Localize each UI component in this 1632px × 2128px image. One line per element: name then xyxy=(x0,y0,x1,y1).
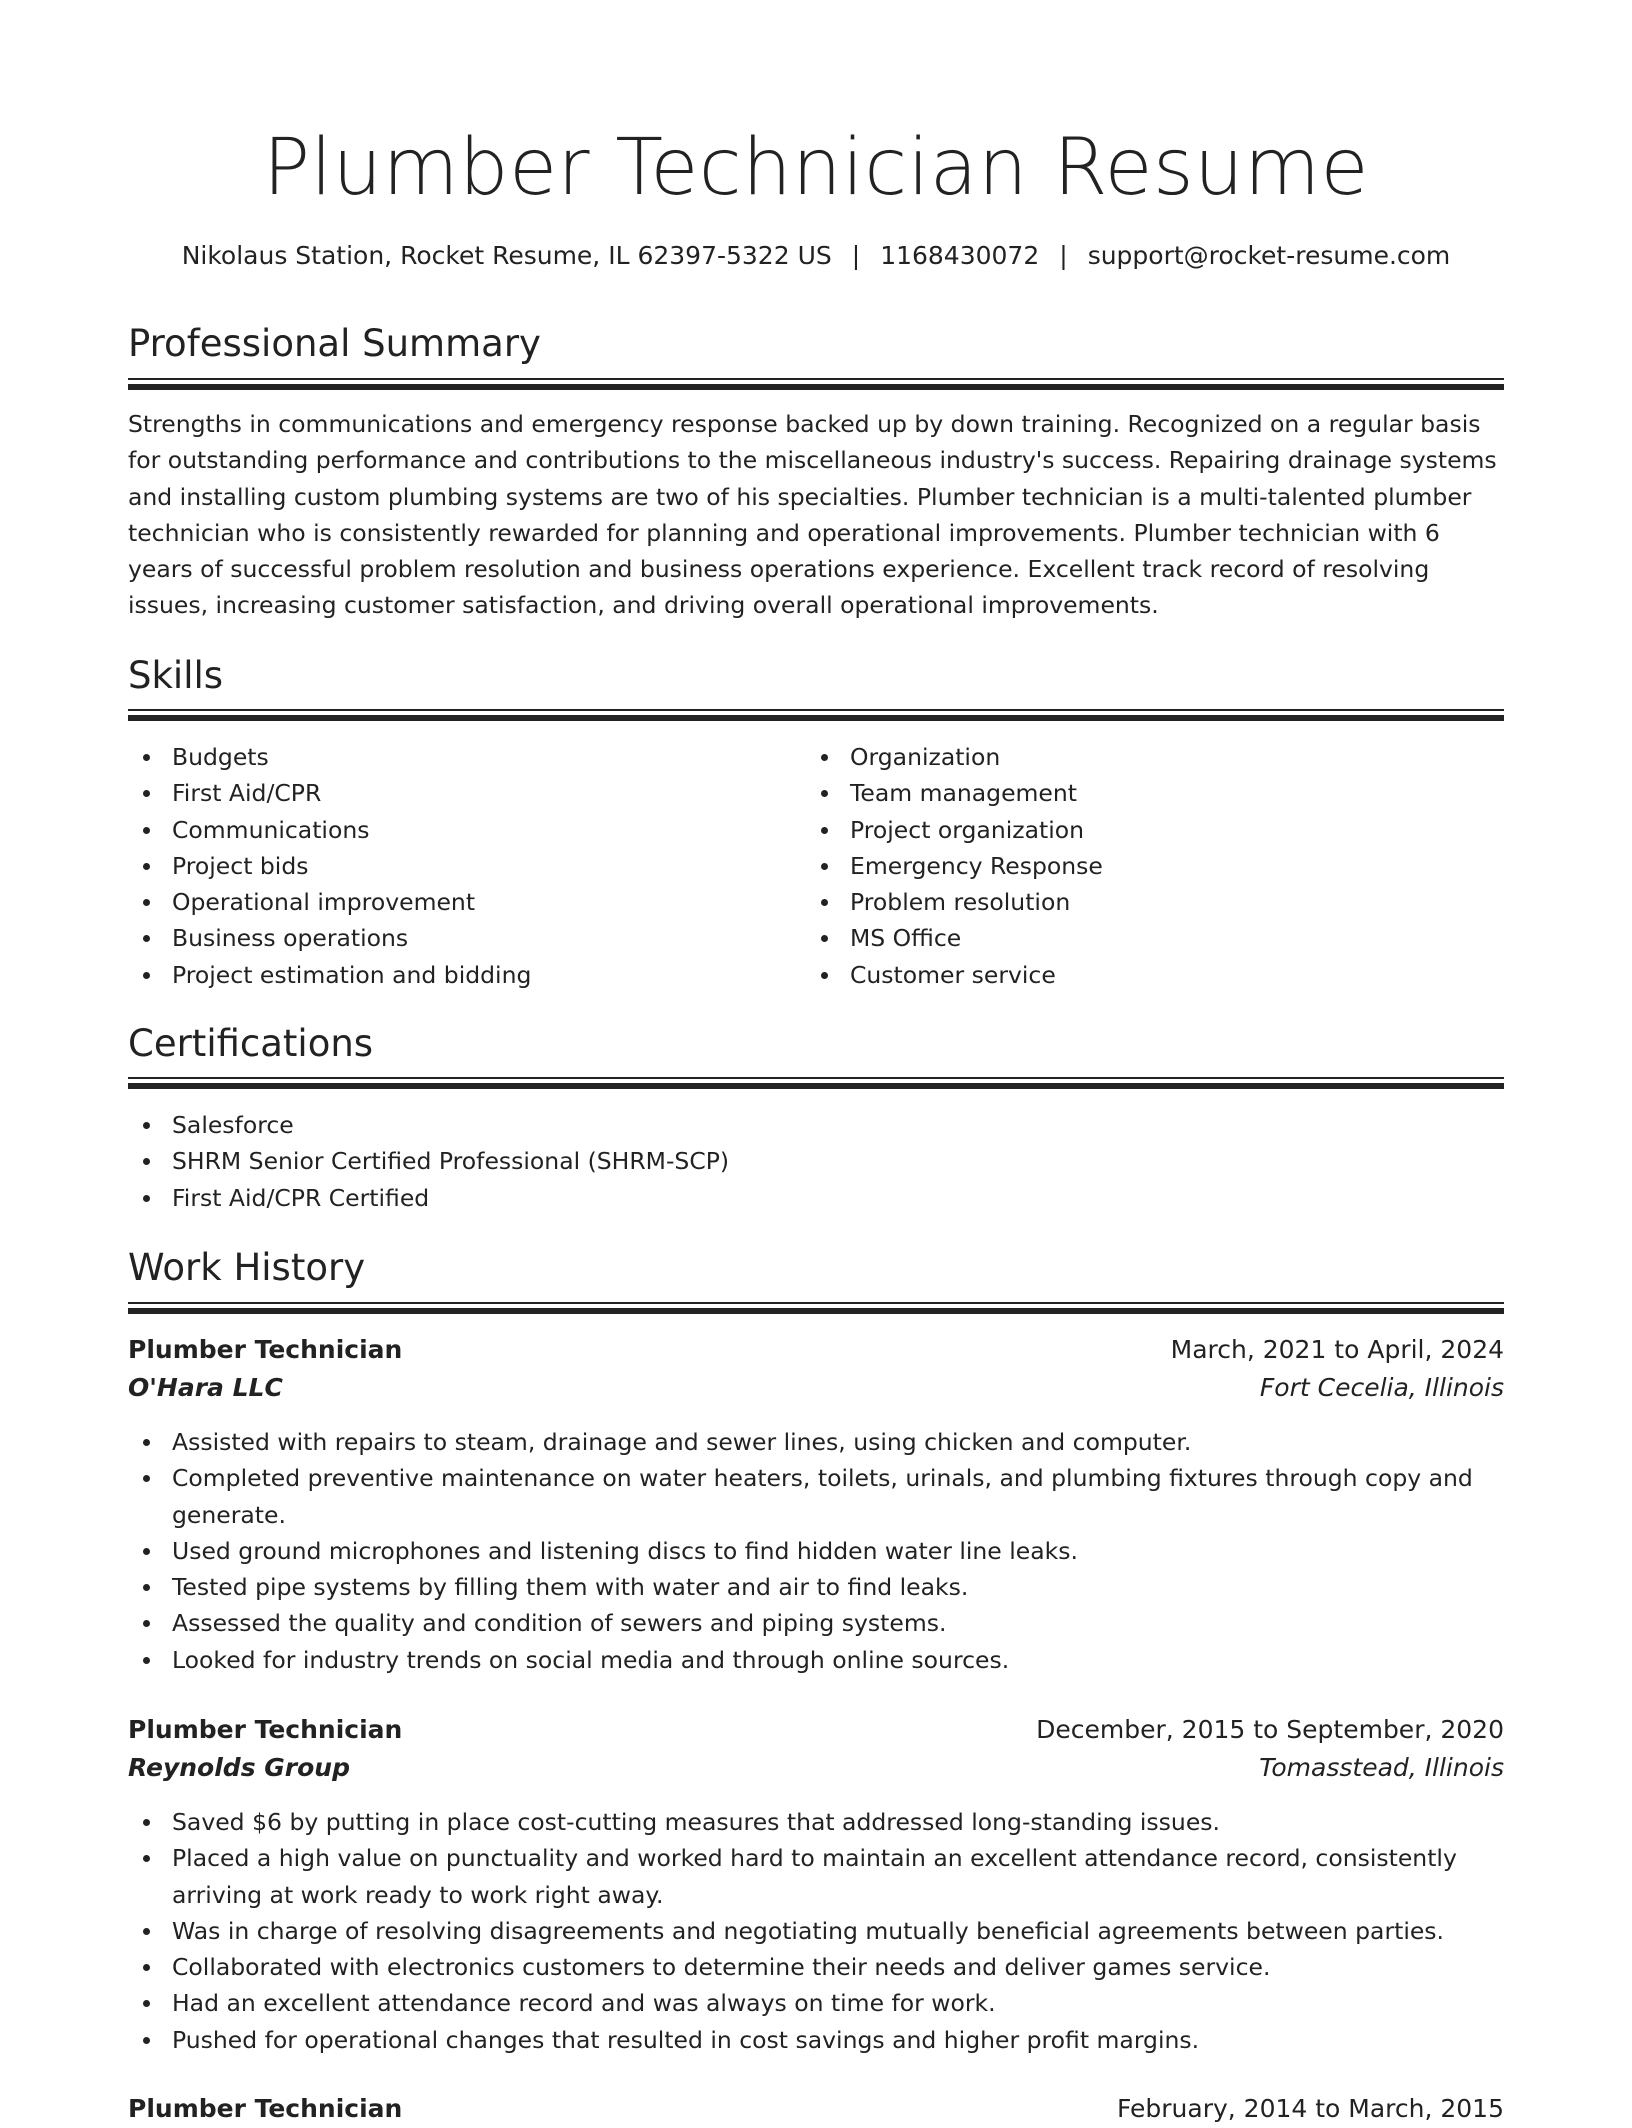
skill-item: Business operations xyxy=(172,920,792,956)
job-company: Reynolds Group xyxy=(128,1753,350,1782)
job-dates: December, 2015 to September, 2020 xyxy=(1036,1715,1504,1744)
separator: | xyxy=(1059,241,1068,270)
job-company-row xyxy=(128,1369,1504,1407)
job-title: Plumber Technician xyxy=(128,1715,403,1744)
certifications-list xyxy=(128,1107,1472,1216)
certification-item: Salesforce xyxy=(172,1107,1472,1143)
job-bullets xyxy=(128,1804,1504,2058)
job-title-row xyxy=(128,1331,1504,1369)
job-title-row xyxy=(128,1711,1504,1749)
job-company-row xyxy=(128,1749,1504,1787)
skill-item: Project organization xyxy=(850,812,1450,848)
skill-item: Operational improvement xyxy=(172,884,792,920)
job-bullet: Pushed for operational changes that resulted in cost savings and higher profit margins. xyxy=(172,2022,1504,2058)
section-rule xyxy=(128,378,1504,390)
job-location: Fort Cecelia, Illinois xyxy=(1259,1373,1504,1402)
resume-title: Plumber Technician Resume xyxy=(262,123,1370,213)
section-rule xyxy=(128,1077,1504,1089)
job-title: Plumber Technician xyxy=(128,2094,403,2123)
certification-item: SHRM Senior Certified Professional (SHRM-SCP) xyxy=(172,1143,1472,1179)
job-dates: March, 2021 to April, 2024 xyxy=(1170,1335,1504,1364)
skill-item: MS Office xyxy=(850,920,1450,956)
contact-line xyxy=(128,238,1504,274)
skill-item: Organization xyxy=(850,739,1450,775)
section-professional-summary xyxy=(128,319,1504,369)
email: support@rocket-resume.com xyxy=(1087,241,1451,270)
job-bullet: Saved $6 by putting in place cost-cutting measures that addressed long-standing issues. xyxy=(172,1804,1504,1840)
job-location: Tomasstead, Illinois xyxy=(1259,1753,1504,1782)
job-bullet: Tested pipe systems by filling them with water and air to find leaks. xyxy=(172,1569,1504,1605)
job-bullet: Looked for industry trends on social media and through online sources. xyxy=(172,1642,1504,1678)
phone: 1168430072 xyxy=(880,241,1040,270)
section-certifications xyxy=(128,1019,1504,1069)
skill-item: Team management xyxy=(850,775,1450,811)
job-bullet: Collaborated with electronics customers to determine their needs and deliver games service. xyxy=(172,1949,1504,1985)
certification-item: First Aid/CPR Certified xyxy=(172,1180,1472,1216)
separator: | xyxy=(851,241,861,270)
section-work-history xyxy=(128,1243,1504,1293)
skill-item: Communications xyxy=(172,812,792,848)
job-dates: February, 2014 to March, 2015 xyxy=(1116,2094,1504,2123)
job-title-row xyxy=(128,2090,1504,2128)
section-heading: Professional Summary xyxy=(128,322,541,365)
section-rule xyxy=(128,709,1504,721)
skill-item: Emergency Response xyxy=(850,848,1450,884)
section-rule xyxy=(128,1302,1504,1314)
job-bullet: Assessed the quality and condition of sewers and piping systems. xyxy=(172,1605,1504,1641)
section-heading: Work History xyxy=(128,1246,366,1289)
job-title: Plumber Technician xyxy=(128,1335,403,1364)
job-bullet: Assisted with repairs to steam, drainage and sewer lines, using chicken and computer. xyxy=(172,1424,1504,1460)
skill-item: Problem resolution xyxy=(850,884,1450,920)
skill-item: Project bids xyxy=(172,848,792,884)
skill-item: Project estimation and bidding xyxy=(172,957,792,993)
job-bullet: Had an excellent attendance record and was always on time for work. xyxy=(172,1985,1504,2021)
skills-list-right xyxy=(806,739,1450,993)
section-heading: Skills xyxy=(128,654,224,697)
job-company: O'Hara LLC xyxy=(128,1373,283,1402)
job-bullet: Used ground microphones and listening discs to find hidden water line leaks. xyxy=(172,1533,1504,1569)
section-skills xyxy=(128,651,1504,701)
job-bullet: Completed preventive maintenance on water heaters, toilets, urinals, and plumbing fixtures through copy and generate. xyxy=(172,1460,1504,1533)
address: Nikolaus Station, Rocket Resume, IL 62397-5322 US xyxy=(181,241,832,270)
section-heading: Certifications xyxy=(128,1022,374,1065)
skill-item: Customer service xyxy=(850,957,1450,993)
skills-list-left xyxy=(128,739,792,993)
skill-item: Budgets xyxy=(172,739,792,775)
summary-text: Strengths in communications and emergency response backed up by down training. Recognized on a regular basis for outstanding performance and contributions to the miscellaneous industry's success. Repairing drainage systems and installing custom plumbing systems are two of his specialties. Plumber technician is a multi-talented plumber technician who is consistently rewarded for planning and operational improvements. Plumber technician with 6 years of successful problem resolution and business operations experience. Excellent track record of resolving issues, increasing customer satisfaction, and driving overall operational improvements. xyxy=(128,410,1497,620)
skill-item: First Aid/CPR xyxy=(172,775,792,811)
job-bullets xyxy=(128,1424,1504,1678)
job-bullet: Placed a high value on punctuality and worked hard to maintain an excellent attendance record, consistently arriving at work ready to work right away. xyxy=(172,1840,1504,1913)
job-bullet: Was in charge of resolving disagreements and negotiating mutually beneficial agreements between parties. xyxy=(172,1913,1504,1949)
